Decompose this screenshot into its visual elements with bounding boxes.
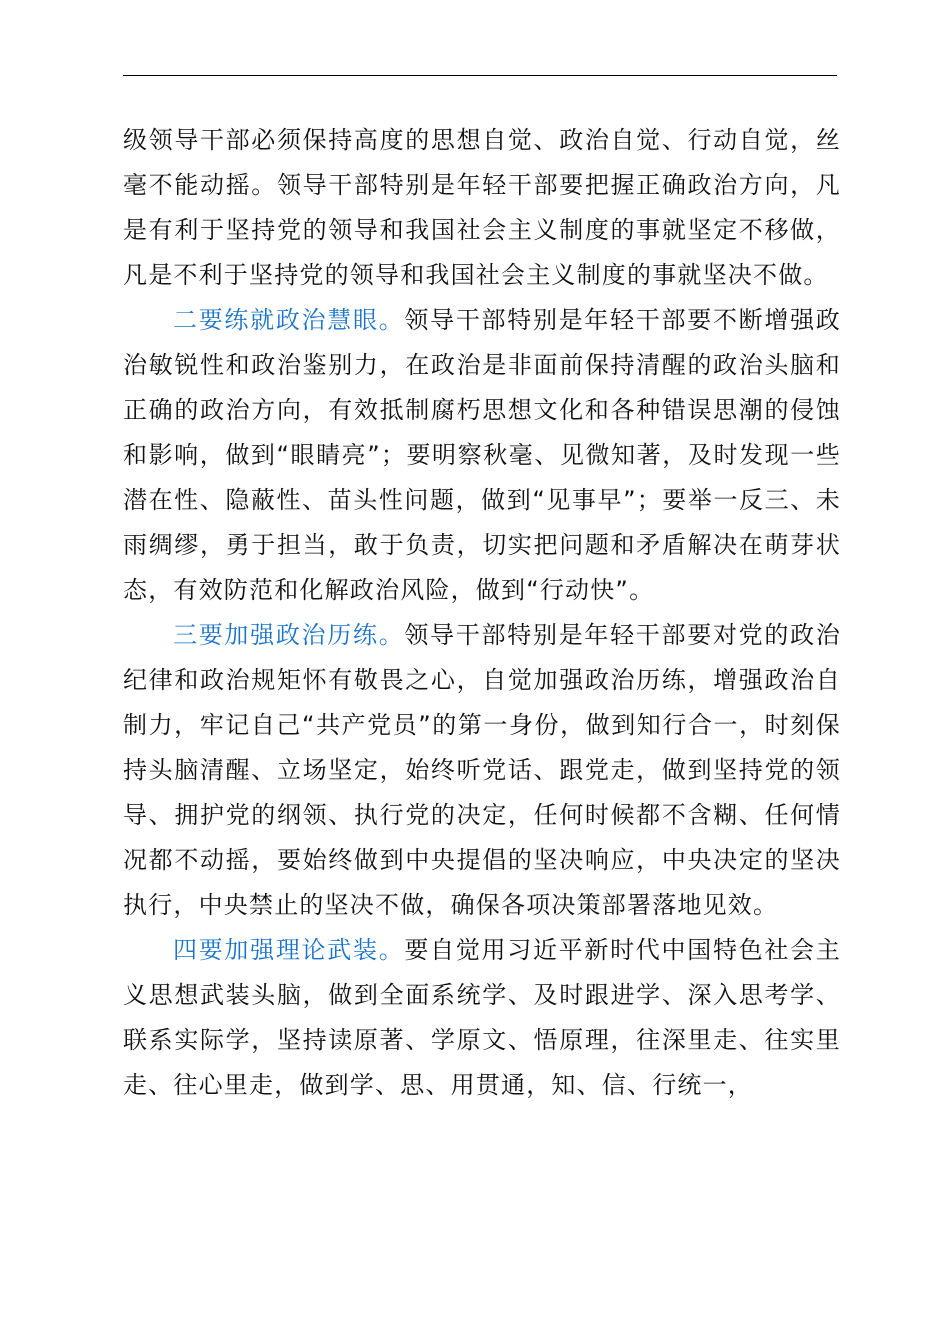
paragraph-text: 领导干部特别是年轻干部要不断增强政治敏锐性和政治鉴别力，在政治是非面前保持清醒的政治头脑和正确的政治方向，有效抵制腐朽思想文化和各种错误思潮的侵蚀和影响，做到“眼睛亮”；要明察秋毫、见微知著，及时发现一些潜在性、隐蔽性、苗头性问题，做到“见事早”；要举一反三、未雨绸缪，勇于担当，敢于负责，切实把问题和矛盾解决在萌芽状态，有效防范和化解政治风险，做到“行动快”。: [123, 306, 841, 604]
paragraph-continuation: [123, 118, 841, 298]
header-rule: [123, 75, 837, 76]
document-body: [123, 118, 841, 1108]
paragraph-text: 级领导干部必须保持高度的思想自觉、政治自觉、行动自觉，丝毫不能动摇。领导干部特别是年轻干部要把握正确政治方向，凡是有利于坚持党的领导和我国社会主义制度的事就坚定不移做，凡是不利于坚持党的领导和我国社会主义制度的事就坚决不做。: [123, 126, 841, 289]
paragraph-political-insight: [123, 298, 841, 613]
paragraph-heading: 四要加强理论武装。: [173, 936, 405, 964]
paragraph-theory-arming: [123, 928, 841, 1108]
paragraph-heading: 二要练就政治慧眼。: [173, 306, 405, 334]
paragraph-text: 领导干部特别是年轻干部要对党的政治纪律和政治规矩怀有敬畏之心，自觉加强政治历练，增强政治自制力，牢记自己“共产党员”的第一身份，做到知行合一，时刻保持头脑清醒、立场坚定，始终听党话、跟党走，做到坚持党的领导、拥护党的纲领、执行党的决定，任何时候都不含糊、任何情况都不动摇，要始终做到中央提倡的坚决响应，中央决定的坚决执行，中央禁止的坚决不做，确保各项决策部署落地见效。: [123, 621, 841, 919]
paragraph-heading: 三要加强政治历练。: [173, 621, 405, 649]
paragraph-political-training: [123, 613, 841, 928]
paragraph-text: 要自觉用习近平新时代中国特色社会主义思想武装头脑，做到全面系统学、及时跟进学、深入思考学、联系实际学，坚持读原著、学原文、悟原理，往深里走、往实里走、往心里走，做到学、思、用贯通，知、信、行统一，: [123, 936, 841, 1099]
